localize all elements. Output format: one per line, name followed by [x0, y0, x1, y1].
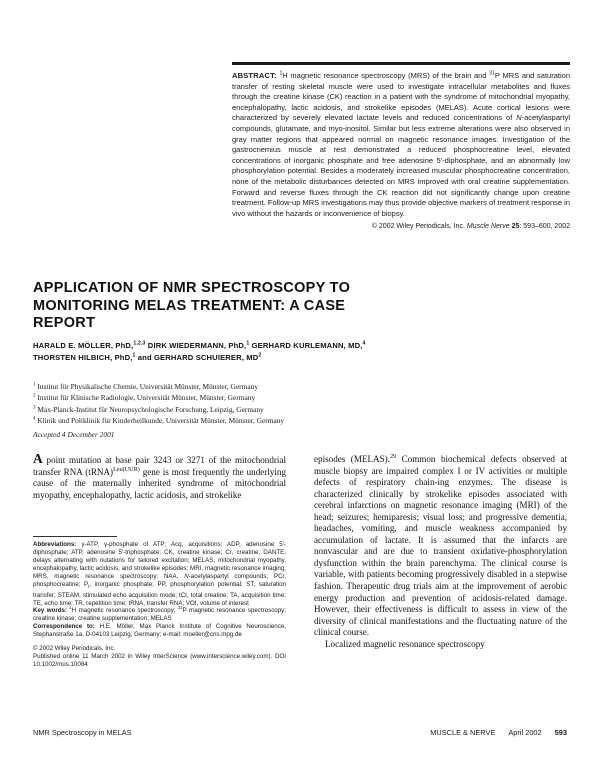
footer-running-title: NMR Spectroscopy in MELAS: [33, 728, 132, 737]
affiliation-item: $^4$ Klinik und Poliklinik für Kinderheilkunde, Universität Münster, Münster, Germany: [33, 415, 285, 425]
correspondence-label: Correspondence to:: [33, 623, 95, 631]
body-column-left: [33, 451, 286, 501]
footer-right-group: [430, 728, 567, 737]
keywords-note: [33, 607, 286, 623]
body-paragraph: Localized magnetic resonance spectroscopy: [325, 638, 485, 649]
abbreviations-text: γ-ATP, γ-phosphate of ATP; Acq, acquisitions; ADP, adenosine 5'-diphosphate; ATP, adenosine 5'-triphosphate; CK, creatine kinase; Cr, creatine; DANTE, delays alternating with nutations for tailored excitation; MELAS, mitochondrial myopathy, encephalopathy, lactic acidosis, and strokelike episodes; MRI, magnetic resonance imaging; MRS, magnetic resonance spectroscopy; NAA, N-acetylaspartyl compounds; PCr, phosphocreatine; $P_i$, inorganic phosphate; PP, phosphorylation potential; ST, saturation transfer; STEAM, stimulated echo acquisition mode; tCr, total creatine; TA, acquisition time; TE, echo time; TR, repetition time; tRNA, transfer RNA; VOI, volume of interest: [33, 541, 286, 607]
abstract-top-rule: [232, 62, 570, 65]
abstract-text: [232, 71, 570, 219]
keywords-text: $^1$H magnetic resonance spectroscopy; $^{31}$P magnetic resonance spectroscopy; creatine kinase; creatine supplementation; MELAS: [33, 605, 286, 623]
footer-journal-name: MUSCLE & NERVE: [430, 728, 496, 737]
affiliation-item: $^3$ Max-Planck-Institut für Neuropsychologische Forschung, Leipzig, Germany: [33, 404, 264, 414]
keywords-label: Key words:: [33, 607, 68, 615]
abstract-body: $^1$H magnetic resonance spectroscopy (MRS) of the brain and $^{31}$P MRS and saturation transfer of resting skeletal muscle were used to investigate intracellular metabolites and fluxes through the creatine kinase (CK) reaction in a patient with the syndrome of mitochondrial myopathy, encephalopathy, lactic acidosis, and strokelike episodes (MELAS). Acute cortical lesions were characterized by severely elevated lactate levels and reduced concentrations of N-acetylaspartyl compounds, glutamate, and myo-inositol. Similar but less extreme alterations were also observed in gray matter regions that appeared normal on magnetic resonance images. Investigation of the gastrocnemius muscle at rest demonstrated a reduced phosphocreatine level, elevated concentrations of inorganic phosphate and free adenosine 5'-diphosphate, and an abnormally low phosphorylation potential. Besides a moderately increased muscular phosphocreatine concentration, none of the metabolic disturbances detected on MRS improved with oral creatine supplementation. Forward and reverse fluxes through the CK reaction did not significantly change upon creatine treatment. Follow-up MRS investigations may thus provide objective markers of treatment response in vivo without the hazards or inconvenience of biopsy.: [232, 70, 570, 218]
abbreviations-label: Abbreviations:: [33, 541, 77, 548]
affiliation-item: $^2$ Institut für Klinische Radiologie, Universität Münster, Münster, Germany: [33, 393, 256, 403]
footer-issue-date: April 2002: [508, 728, 542, 737]
body-paragraph: episodes (MELAS).$^{29}$ Common biochemical defects observed at muscle biopsy are impaired complex I or IV activities or multiple defects of respiratory chain-ing enzymes. The disease is characterized clinically by strokelike episodes associated with cerebral infarctions on magnetic resonance imaging (MRI) of the head; seizures; hemiparesis; visual loss; and progressive dementia, headaches, vomiting, and muscle weakness accompanied by accumulation of lactate. It is assumed that the infarcts are nonvascular and are due to transient oxidative-phosphorylation dysfunction within the brain parenchyma. The clinical course is variable, with patients becoming progressively disabled in a stepwise fashion. Therapeutic drug trials aim at the improvement of aerobic energy production and prevention of acidosis-related damage. However, their effectiveness is difficult to assess in view of the diversity of clinical manifestations and the fluctuating nature of the clinical course.: [314, 452, 567, 638]
footnote-rule: [33, 536, 117, 537]
affiliation-item: $^1$ Institut für Physikalische Chemie, Universität Münster, Münster, Germany: [33, 382, 259, 391]
page-title: APPLICATION OF NMR SPECTROSCOPY TO MONITORING MELAS TREATMENT: A CASE REPORT: [33, 280, 351, 331]
abstract-label: ABSTRACT:: [232, 71, 277, 80]
footnote-block: [33, 536, 286, 669]
affiliation-list: [33, 381, 393, 426]
abstract-block: [232, 62, 570, 230]
body-column-right: [314, 454, 567, 650]
footer-page-number: 593: [554, 728, 567, 737]
correspondence-text: H.E. Möller, Max Planck Institute of Cognitive Neuroscience, Stephanstraße 1a, D-04103 Leipzig, Germany; e-mail: moeller@cns.mpg.de: [33, 623, 286, 639]
page-footer: [33, 728, 567, 737]
abbreviations-note: [33, 541, 286, 607]
correspondence-note: [33, 623, 286, 639]
accepted-date: Accepted 4 December 2001: [33, 430, 115, 439]
author-list: HARALD E. MÖLLER, PhD,$^{1,2,3}$ DIRK WIEDERMANN, PhD,$^1$ GERHARD KURLEMANN, MD,$^4$ THORSTEN HILBICH, PhD,$^1$ and GERHARD SCHUIERER, $MD^2$: [33, 340, 366, 363]
abstract-copyright: © 2002 Wiley Periodicals, Inc. Muscle Nerve 25: 593–600, 2002: [371, 223, 570, 231]
published-online-note: Published online 11 March 2002 in Wiley InterScience (www.interscience.wiley.com). DOI 10.1002/mus.10084: [33, 653, 286, 668]
publisher-note: © 2002 Wiley Periodicals, Inc.: [33, 645, 116, 653]
body-paragraph: A point mutation at base pair 3243 or 3271 of the mitochondrial transfer RNA (tRNA)$^{Leu(UUR)}$ gene is most frequently the underlying cause of the maternally inherited syndrome of mitochondrial myopathy, encephalopathy, lactic acidosis, and strokelike: [33, 451, 286, 500]
